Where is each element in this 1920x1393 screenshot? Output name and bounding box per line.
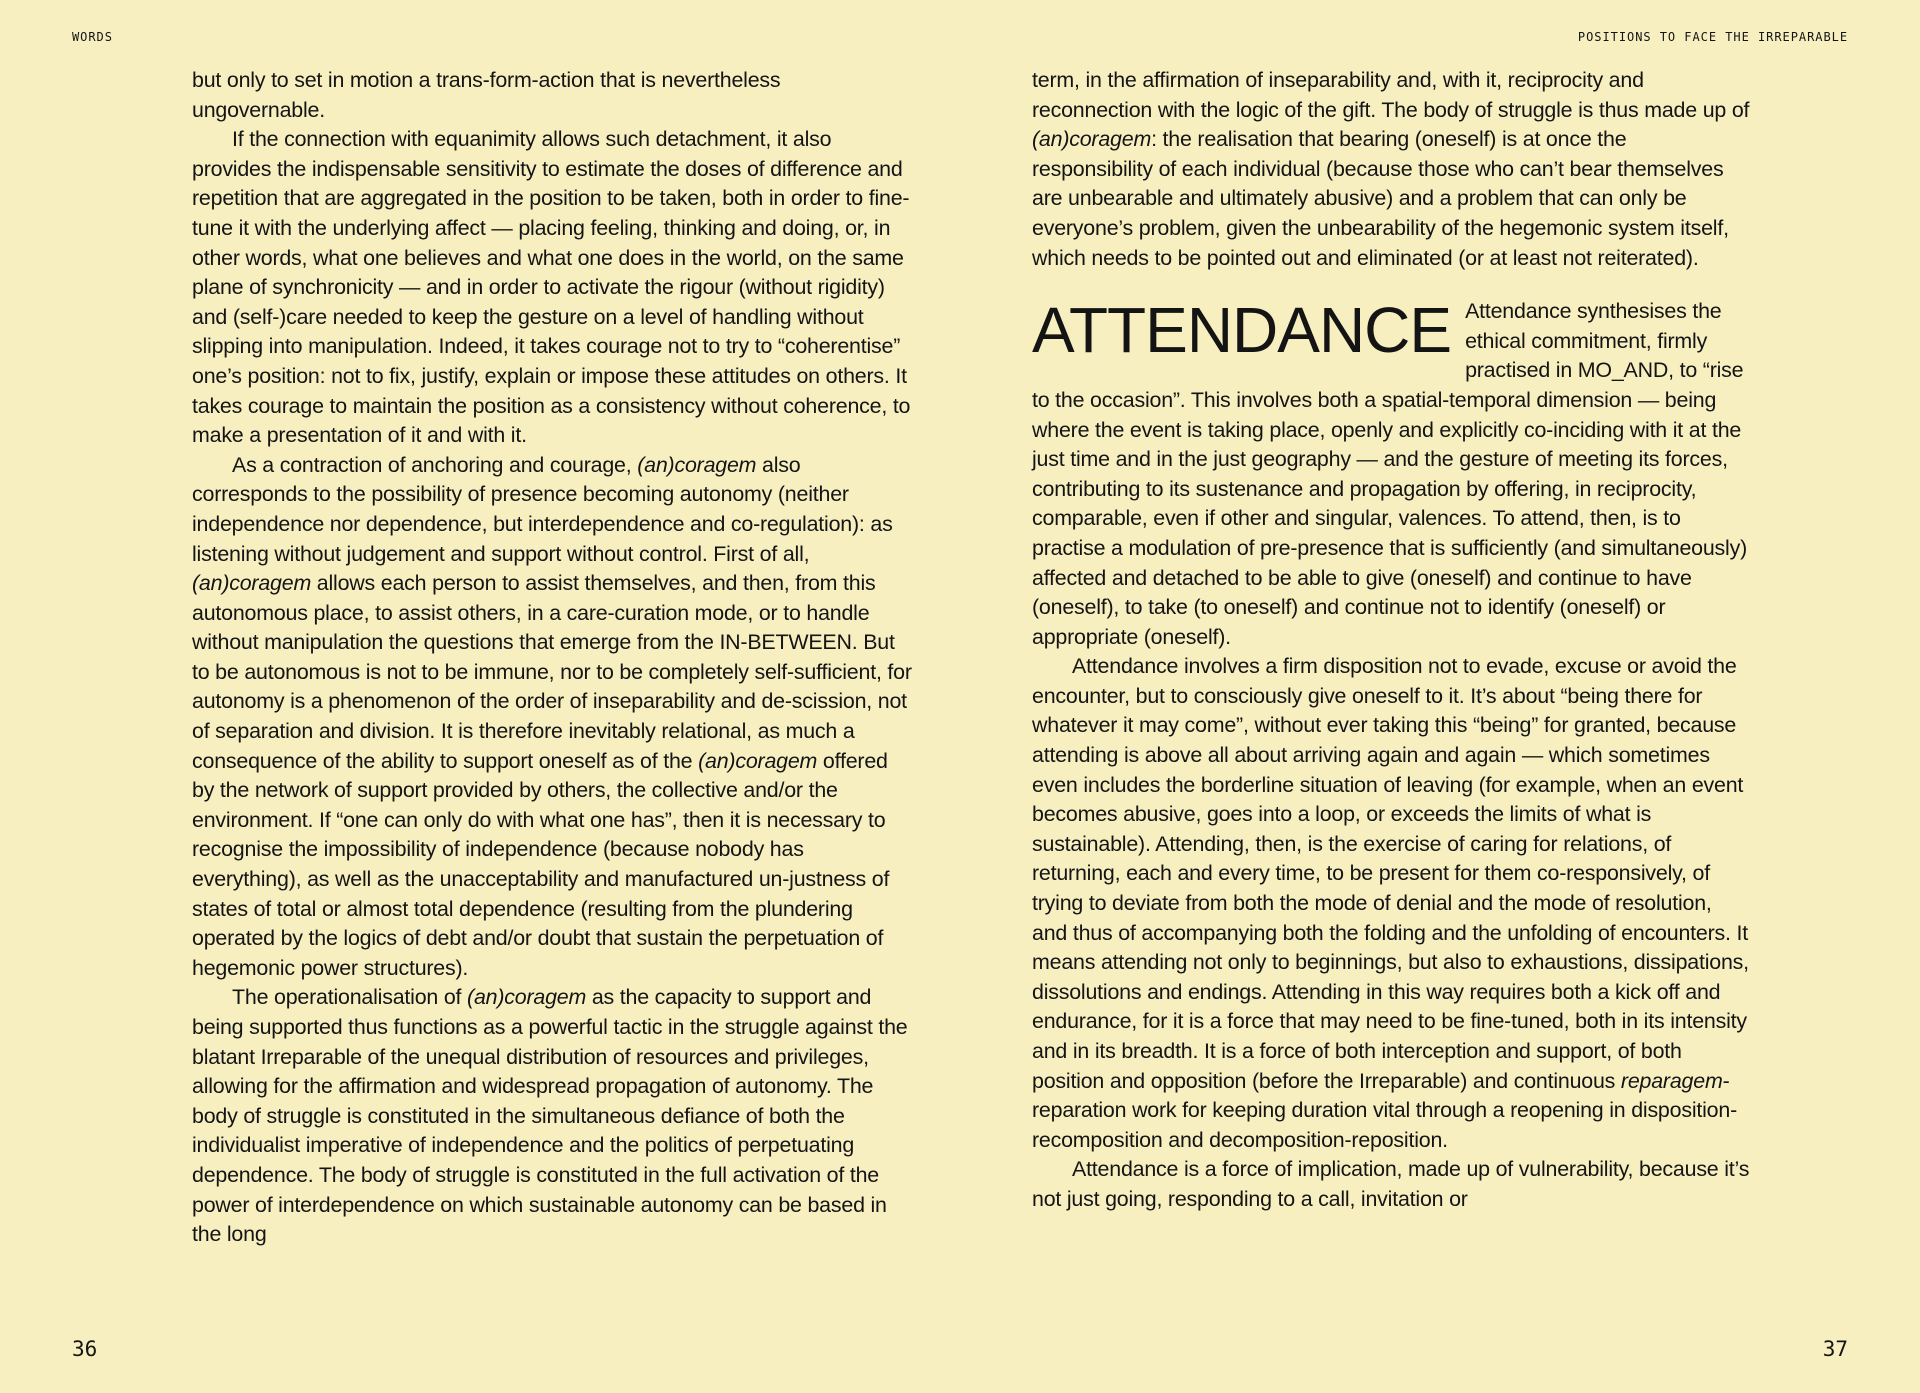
italic-term: (an)coragem [467,985,587,1010]
text-run: As a contraction of anchoring and courage, [232,452,638,477]
italic-term: (an)coragem [1032,127,1152,152]
entry-heading-attendance: ATTENDANCE [1032,294,1452,367]
italic-term: (an)coragem [698,748,818,773]
text-run: Attendance involves a firm disposition not to evade, excuse or avoid the encounter, but to consciously give oneself to it. It’s about “being there for whatever it may come”, without ever taking this “being” for granted, because attending is above all about arriving again and again — which sometimes even includes the borderline situation of leaving (for example, when an event becomes abusive, goes into a loop, or exceeds the limits of what is sustainable). Attending, then, is the exercise of caring for relations, of returning, each and every time, to be present for them co-responsively, of trying to deviate from both the mode of denial and the mode of resolution, and thus of accompanying both the folding and the unfolding of encounters. It means attending not only to beginnings, but also to exhaustions, dissipations, dissolutions and endings. Attending in this way requires both a kick off and endurance, for it is a force that may need to be fine-tuned, both in its intensity and in its breadth. It is a force of both interception and support, of both position and opposition (before the Irreparable) and continuous [1032,654,1749,1093]
left-paragraph-4 [192,983,912,1249]
italic-term: (an)coragem [637,452,757,477]
page-number-left: 36 [72,1337,98,1361]
text-run: offered by the network of support provided by others, the collective and/or the environment. If “one can only do with what one has”, then it is necessary to recognise the impossibility of independence (because nobody has everything), as well as the unacceptability and manufactured un-justness of states of total or almost total dependence (resulting from the plundering operated by the logics of debt and/or doubt that sustain the perpetuation of hegemonic power structures). [192,748,890,980]
text-run: term, in the affirmation of inseparability and, with it, reciprocity and reconnection with the logic of the gift. The body of struggle is thus made up of [1032,68,1750,122]
text-run: also corresponds to the possibility of presence becoming autonomy (neither independence nor dependence, but interdependence and co-regulation): as listening without judgement and support without control. First of all, [192,452,893,566]
text-run: : the realisation that bearing (oneself) is at once the responsibility of each individual (because those who can’t bear themselves are unbearable and ultimately abusive) and a problem that can only be everyone’s problem, given the unbearability of the hegemonic system itself, which needs to be pointed out and eliminated (or at least not reiterated). [1032,127,1729,270]
left-page-text [192,66,912,1250]
text-run: as the capacity to support and being supported thus functions as a powerful tactic in the struggle against the blatant Irreparable of the unequal distribution of resources and privileges, allowing for the affirmation and widespread propagation of autonomy. The body of struggle is constituted in the simultaneous defiance of both the individualist imperative of independence and the politics of perpetuating dependence. The body of struggle is constituted in the full activation of the power of interdependence on which sustainable autonomy can be based in the long [192,985,908,1247]
italic-term: (an)coragem [192,571,312,596]
page-number-right: 37 [1822,1337,1848,1361]
running-head-left: WORDS [72,30,113,44]
text-run: The operationalisation of [232,985,468,1010]
text-run: -reparation work for keeping duration vital through a reopening in disposition-recomposition and decomposition-reposition. [1032,1068,1737,1152]
running-head-right: POSITIONS TO FACE THE IRREPARABLE [1577,30,1848,44]
text-run: allows each person to assist themselves, and then, from this autonomous place, to assist others, in a care-curation mode, or to handle without manipulation the questions that emerge from the IN-BETWEEN. But to be autonomous is not to be immune, nor to be completely self-sufficient, for autonomy is a phenomenon of the order of inseparability and de-scission, not of separation and division. It is therefore inevitably relational, as much a consequence of the ability to support oneself as of the [192,571,912,773]
right-paragraph-3 [1032,652,1752,1155]
left-paragraph-3 [192,451,912,984]
left-paragraph-1: but only to set in motion a trans-form-action that is nevertheless ungovernable. [192,68,781,122]
right-paragraph-2: Attendance synthesises the ethical commitment, firmly practised in MO_AND, to “rise to the occasion”. This involves both a spatial-temporal dimension — being where the event is taking place, openly and explicitly co-inciding with it at the just time and in the just geography — and the gesture of meeting its forces, contributing to its sustenance and propagation by offering, in reciprocity, comparable, even if other and singular, valences. To attend, then, is to practise a modulation of pre-presence that is sufficiently (and simultaneously) affected and detached to be able to give (oneself) and continue to have (oneself), to take (to oneself) and continue not to identify (oneself) or appropriate (oneself). [1032,299,1748,649]
right-paragraph-4: Attendance is a force of implication, made up of vulnerability, because it’s not just going, responding to a call, invitation or [1032,1157,1750,1211]
italic-term: reparagem [1620,1068,1723,1093]
right-page-text [1032,66,1752,1215]
right-paragraph-1 [1032,66,1752,273]
left-paragraph-2: If the connection with equanimity allows such detachment, it also provides the indispensable sensitivity to estimate the doses of difference and repetition that are aggregated in the position to be taken, both in order to fine-tune it with the underlying affect — placing feeling, thinking and doing, or, in other words, what one believes and what one does in the world, on the same plane of synchronicity — and in order to activate the rigour (without rigidity) and (self-)care needed to keep the gesture on a level of handling without slipping into manipulation. Indeed, it takes courage not to try to “coherentise” one’s position: not to fix, justify, explain or impose these attitudes on others. It takes courage to maintain the position as a consistency without coherence, to make a presentation of it and with it. [192,127,911,448]
